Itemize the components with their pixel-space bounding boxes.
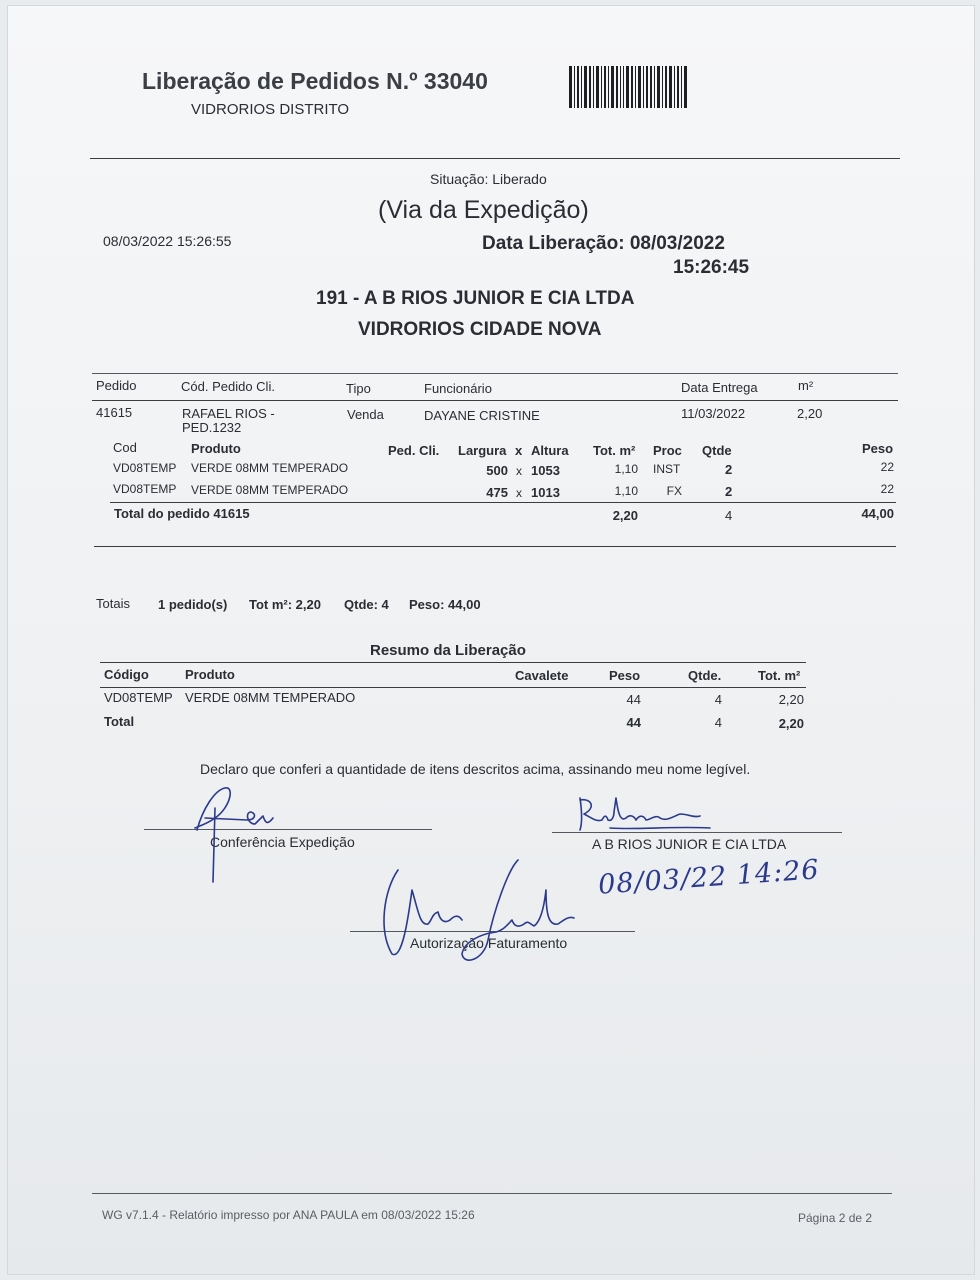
resumo-qtde: 4 bbox=[714, 692, 722, 707]
client-name: 191 - A B RIOS JUNIOR E CIA LTDA bbox=[316, 288, 635, 309]
footer-report: WG v7.1.4 - Relatório impresso por ANA PAULA em 08/03/2022 15:26 bbox=[102, 1208, 475, 1222]
company-name: VIDRORIOS DISTRITO bbox=[191, 101, 350, 118]
item-2-altura: 1013 bbox=[531, 485, 560, 500]
resumo-total-label: Total bbox=[104, 714, 135, 729]
totais-label: Totais bbox=[96, 596, 130, 611]
resumo-peso: 44 bbox=[626, 692, 641, 707]
item-2-peso: 22 bbox=[880, 482, 894, 496]
totais-m2: Tot m²: 2,20 bbox=[249, 597, 321, 612]
item-col-proc: Proc bbox=[653, 443, 682, 458]
signature-label-client: A B RIOS JUNIOR E CIA LTDA bbox=[592, 836, 787, 852]
situacao: Situação: Liberado bbox=[430, 171, 547, 187]
item-col-ped-cli: Ped. Cli. bbox=[388, 443, 440, 458]
order-m2: 2,20 bbox=[797, 406, 823, 421]
document-title: Liberação de Pedidos N.º 33040 bbox=[142, 68, 488, 94]
item-1-tot-m2: 1,10 bbox=[614, 462, 638, 476]
footer-page: Página 2 de 2 bbox=[798, 1211, 873, 1225]
resumo-col-peso: Peso bbox=[609, 668, 641, 683]
resumo-header-rule bbox=[100, 687, 806, 688]
signature-label-conferencia: Conferência Expedição bbox=[210, 834, 355, 850]
item-2-x: x bbox=[516, 486, 522, 500]
via-expedicao: (Via da Expedição) bbox=[378, 196, 589, 224]
col-m2: m² bbox=[798, 378, 814, 393]
item-1-proc: INST bbox=[653, 462, 681, 476]
order-total-label: Total do pedido 41615 bbox=[114, 506, 250, 521]
order-cod-cli-1: RAFAEL RIOS - bbox=[182, 406, 275, 421]
item-1-largura: 500 bbox=[486, 463, 508, 478]
totais-pedidos: 1 pedido(s) bbox=[158, 597, 228, 612]
order-total-m2: 2,20 bbox=[612, 508, 638, 523]
order-header-rule bbox=[92, 400, 898, 401]
items-total-rule bbox=[110, 502, 896, 503]
col-pedido: Pedido bbox=[96, 378, 137, 393]
signature-client-drawing bbox=[570, 792, 720, 837]
client-branch: VIDRORIOS CIDADE NOVA bbox=[358, 319, 602, 340]
item-col-x: x bbox=[515, 443, 523, 458]
declaration-text: Declaro que conferi a quantidade de itens descritos acima, assinando meu nome legível. bbox=[200, 761, 751, 777]
order-pedido: 41615 bbox=[96, 405, 133, 420]
resumo-codigo: VD08TEMP bbox=[104, 690, 173, 705]
resumo-top-rule bbox=[100, 662, 806, 663]
order-total-qtde: 4 bbox=[725, 508, 733, 523]
resumo-col-codigo: Código bbox=[104, 667, 149, 682]
order-tipo: Venda bbox=[347, 407, 384, 422]
data-liberacao: Data Liberação: 08/03/2022 bbox=[482, 233, 725, 254]
item-1-altura: 1053 bbox=[531, 463, 560, 478]
resumo-total-qtde: 4 bbox=[714, 715, 722, 730]
item-col-largura: Largura bbox=[458, 443, 507, 458]
handwritten-date: 08/03/22 14:26 bbox=[597, 854, 821, 901]
order-total-peso: 44,00 bbox=[861, 506, 894, 521]
order-data-entrega: 11/03/2022 bbox=[681, 406, 746, 421]
order-funcionario: DAYANE CRISTINE bbox=[424, 408, 540, 423]
item-2-largura: 475 bbox=[486, 485, 508, 500]
col-funcionario: Funcionário bbox=[424, 381, 492, 396]
item-2-tot-m2: 1,10 bbox=[614, 484, 638, 498]
resumo-produto: VERDE 08MM TEMPERADO bbox=[185, 690, 356, 705]
totais-qtde: Qtde: 4 bbox=[344, 597, 389, 612]
print-datetime: 08/03/2022 15:26:55 bbox=[103, 233, 232, 249]
col-data-entrega: Data Entrega bbox=[681, 380, 758, 395]
order-cod-cli-2: PED.1232 bbox=[182, 420, 242, 435]
signature-conferencia-drawing bbox=[185, 778, 275, 888]
item-1-x: x bbox=[516, 464, 522, 478]
item-1-qtde: 2 bbox=[725, 462, 733, 477]
resumo-total-peso: 44 bbox=[626, 715, 641, 730]
resumo-total-m2: 2,20 bbox=[778, 716, 804, 731]
barcode bbox=[569, 66, 712, 108]
item-1-cod: VD08TEMP bbox=[113, 461, 177, 475]
resumo-col-cavalete: Cavalete bbox=[515, 668, 569, 683]
order-table-bottom-rule bbox=[94, 546, 896, 547]
item-col-produto: Produto bbox=[191, 441, 241, 456]
totais-peso: Peso: 44,00 bbox=[409, 597, 481, 612]
col-cod-pedido-cli: Cód. Pedido Cli. bbox=[181, 379, 275, 394]
header-divider bbox=[90, 158, 900, 159]
resumo-col-qtde: Qtde. bbox=[688, 668, 722, 683]
resumo-col-tot-m2: Tot. m² bbox=[758, 668, 801, 683]
resumo-col-produto: Produto bbox=[185, 667, 235, 682]
item-col-qtde: Qtde bbox=[702, 443, 732, 458]
item-col-cod: Cod bbox=[113, 440, 137, 455]
item-2-proc: FX bbox=[666, 484, 682, 498]
col-tipo: Tipo bbox=[346, 381, 371, 396]
order-table-top-rule bbox=[92, 373, 898, 374]
resumo-title: Resumo da Liberação bbox=[370, 642, 526, 659]
item-2-qtde: 2 bbox=[725, 484, 733, 499]
signature-label-autorizacao: Autorização Faturamento bbox=[410, 935, 568, 951]
footer-rule bbox=[92, 1193, 892, 1194]
item-col-peso: Peso bbox=[862, 441, 894, 456]
resumo-tot-m2: 2,20 bbox=[778, 692, 804, 707]
item-1-produto: VERDE 08MM TEMPERADO bbox=[191, 461, 349, 475]
item-col-altura: Altura bbox=[531, 443, 569, 458]
item-1-peso: 22 bbox=[880, 460, 894, 474]
item-2-produto: VERDE 08MM TEMPERADO bbox=[191, 483, 349, 497]
data-liberacao-time: 15:26:45 bbox=[673, 257, 750, 278]
signature-autorizacao-drawing bbox=[368, 850, 578, 970]
item-2-cod: VD08TEMP bbox=[113, 482, 177, 496]
item-col-tot-m2: Tot. m² bbox=[593, 443, 636, 458]
